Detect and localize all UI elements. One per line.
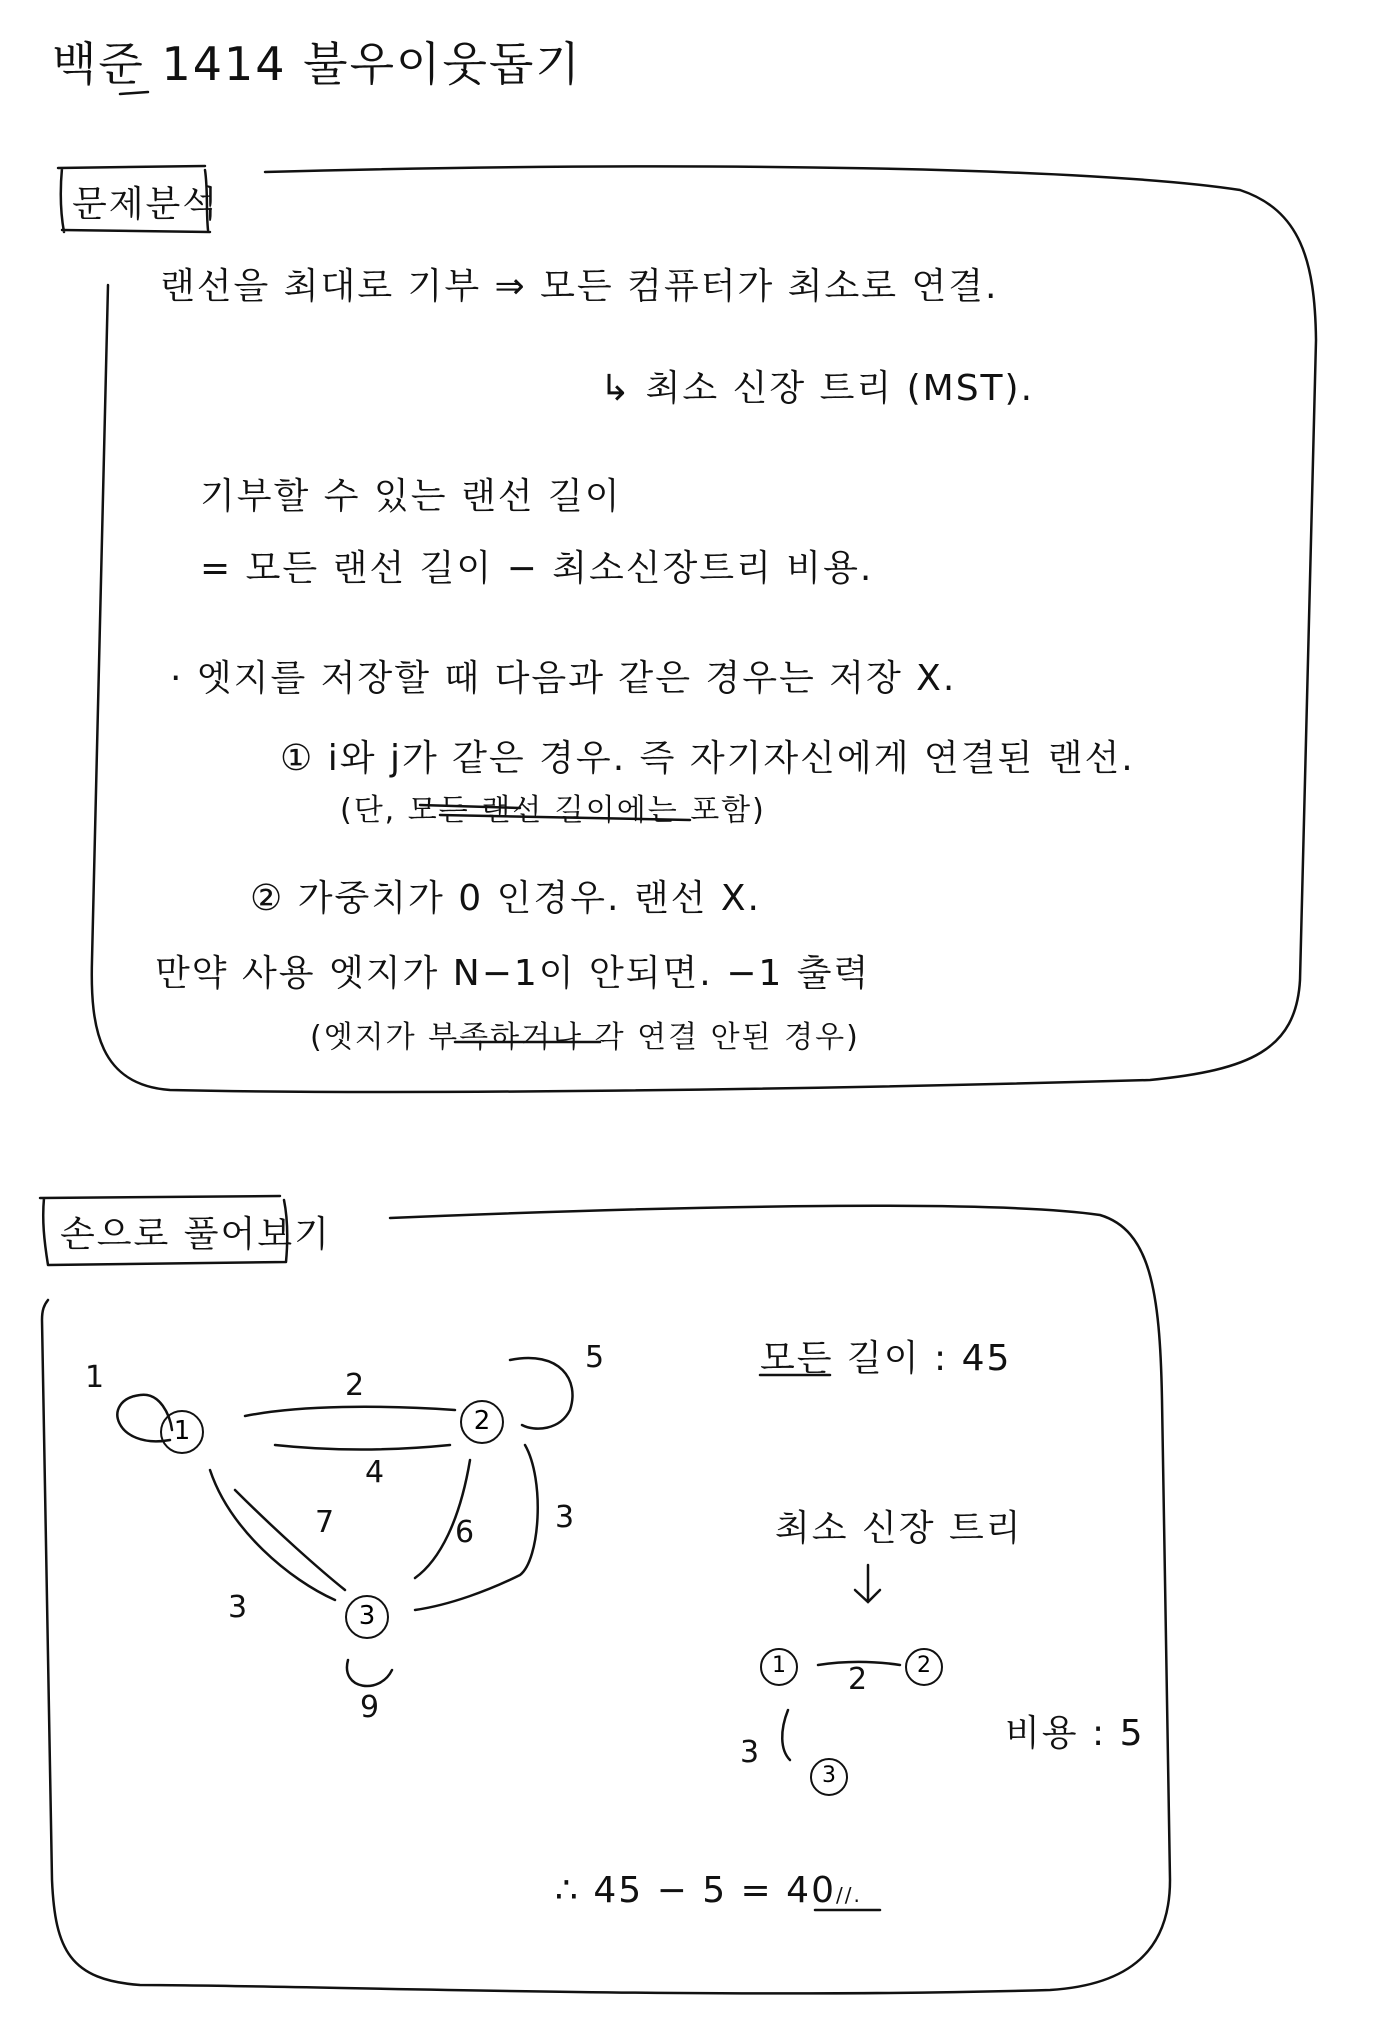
edge-label-1-2-bottom: 4 bbox=[365, 1455, 387, 1490]
result-prefix: ∴ 45 − 5 = bbox=[555, 1870, 787, 1911]
analysis-line-5: · 엣지를 저장할 때 다음과 같은 경우는 저장 X. bbox=[170, 658, 957, 699]
edge-label-2-3-inner: 6 bbox=[455, 1515, 477, 1550]
analysis-line-2: ↳ 최소 신장 트리 (MST). bbox=[600, 368, 1035, 409]
mst-cost: 비용 : 5 bbox=[1005, 1713, 1145, 1754]
self-loop-3 bbox=[347, 1660, 392, 1686]
edge-label-1-2-top: 2 bbox=[345, 1368, 367, 1403]
analysis-heading: 문제분석 bbox=[72, 184, 220, 225]
mst-node-2: 2 bbox=[905, 1648, 943, 1686]
analysis-line-3: 기부할 수 있는 랜선 길이 bbox=[200, 476, 622, 517]
total-length: 모든 길이 : 45 bbox=[760, 1338, 1012, 1379]
analysis-line-6: ① i와 j가 같은 경우. 즉 자기자신에게 연결된 랜선. bbox=[280, 738, 1135, 779]
result-value: 40 bbox=[786, 1870, 836, 1911]
edge-label-self-2: 5 bbox=[585, 1340, 607, 1375]
edge-label-2-3-outer: 3 bbox=[555, 1500, 577, 1535]
analysis-line-9: 만약 사용 엣지가 N−1이 안되면. −1 출력 bbox=[155, 953, 871, 994]
edge-1-2-bottom bbox=[275, 1445, 450, 1450]
edge-label-1-3-outer: 3 bbox=[228, 1590, 250, 1625]
edge-1-2-top bbox=[245, 1407, 455, 1416]
edge-label-self-3: 9 bbox=[360, 1690, 382, 1725]
result-equation bbox=[555, 1870, 862, 1911]
edge-label-1-3-inner: 7 bbox=[315, 1505, 337, 1540]
mst-edge-1-3 bbox=[782, 1710, 790, 1760]
analysis-line-7: (단, 모든 랜선 길이에는 포함) bbox=[340, 793, 766, 828]
analysis-line-4: = 모든 랜선 길이 − 최소신장트리 비용. bbox=[200, 548, 874, 589]
mst-edge-label-1-3: 3 bbox=[740, 1735, 762, 1770]
mst-edge-label-1-2: 2 bbox=[848, 1662, 870, 1697]
analysis-line-1: 랜선을 최대로 기부 ⇒ 모든 컴퓨터가 최소로 연결. bbox=[160, 266, 999, 307]
result-suffix: //. bbox=[835, 1883, 862, 1907]
graph-node-3: 3 bbox=[345, 1595, 389, 1639]
graph-node-2: 2 bbox=[460, 1400, 504, 1444]
analysis-line-10: (엣지가 부족하거나 각 연결 안된 경우) bbox=[310, 1020, 860, 1055]
self-loop-2 bbox=[510, 1358, 573, 1429]
page-title: 백준 1414 불우이웃돕기 bbox=[52, 37, 582, 91]
graph-node-1: 1 bbox=[160, 1410, 204, 1454]
mst-label: 최소 신장 트리 bbox=[775, 1508, 1023, 1549]
analysis-line-8: ② 가중치가 0 인경우. 랜선 X. bbox=[250, 878, 761, 919]
mst-node-3: 3 bbox=[810, 1758, 848, 1796]
solve-heading: 손으로 풀어보기 bbox=[60, 1214, 331, 1255]
mst-node-1: 1 bbox=[760, 1648, 798, 1686]
edge-2-3-outer bbox=[415, 1445, 538, 1610]
edge-label-self-1: 1 bbox=[85, 1360, 107, 1395]
